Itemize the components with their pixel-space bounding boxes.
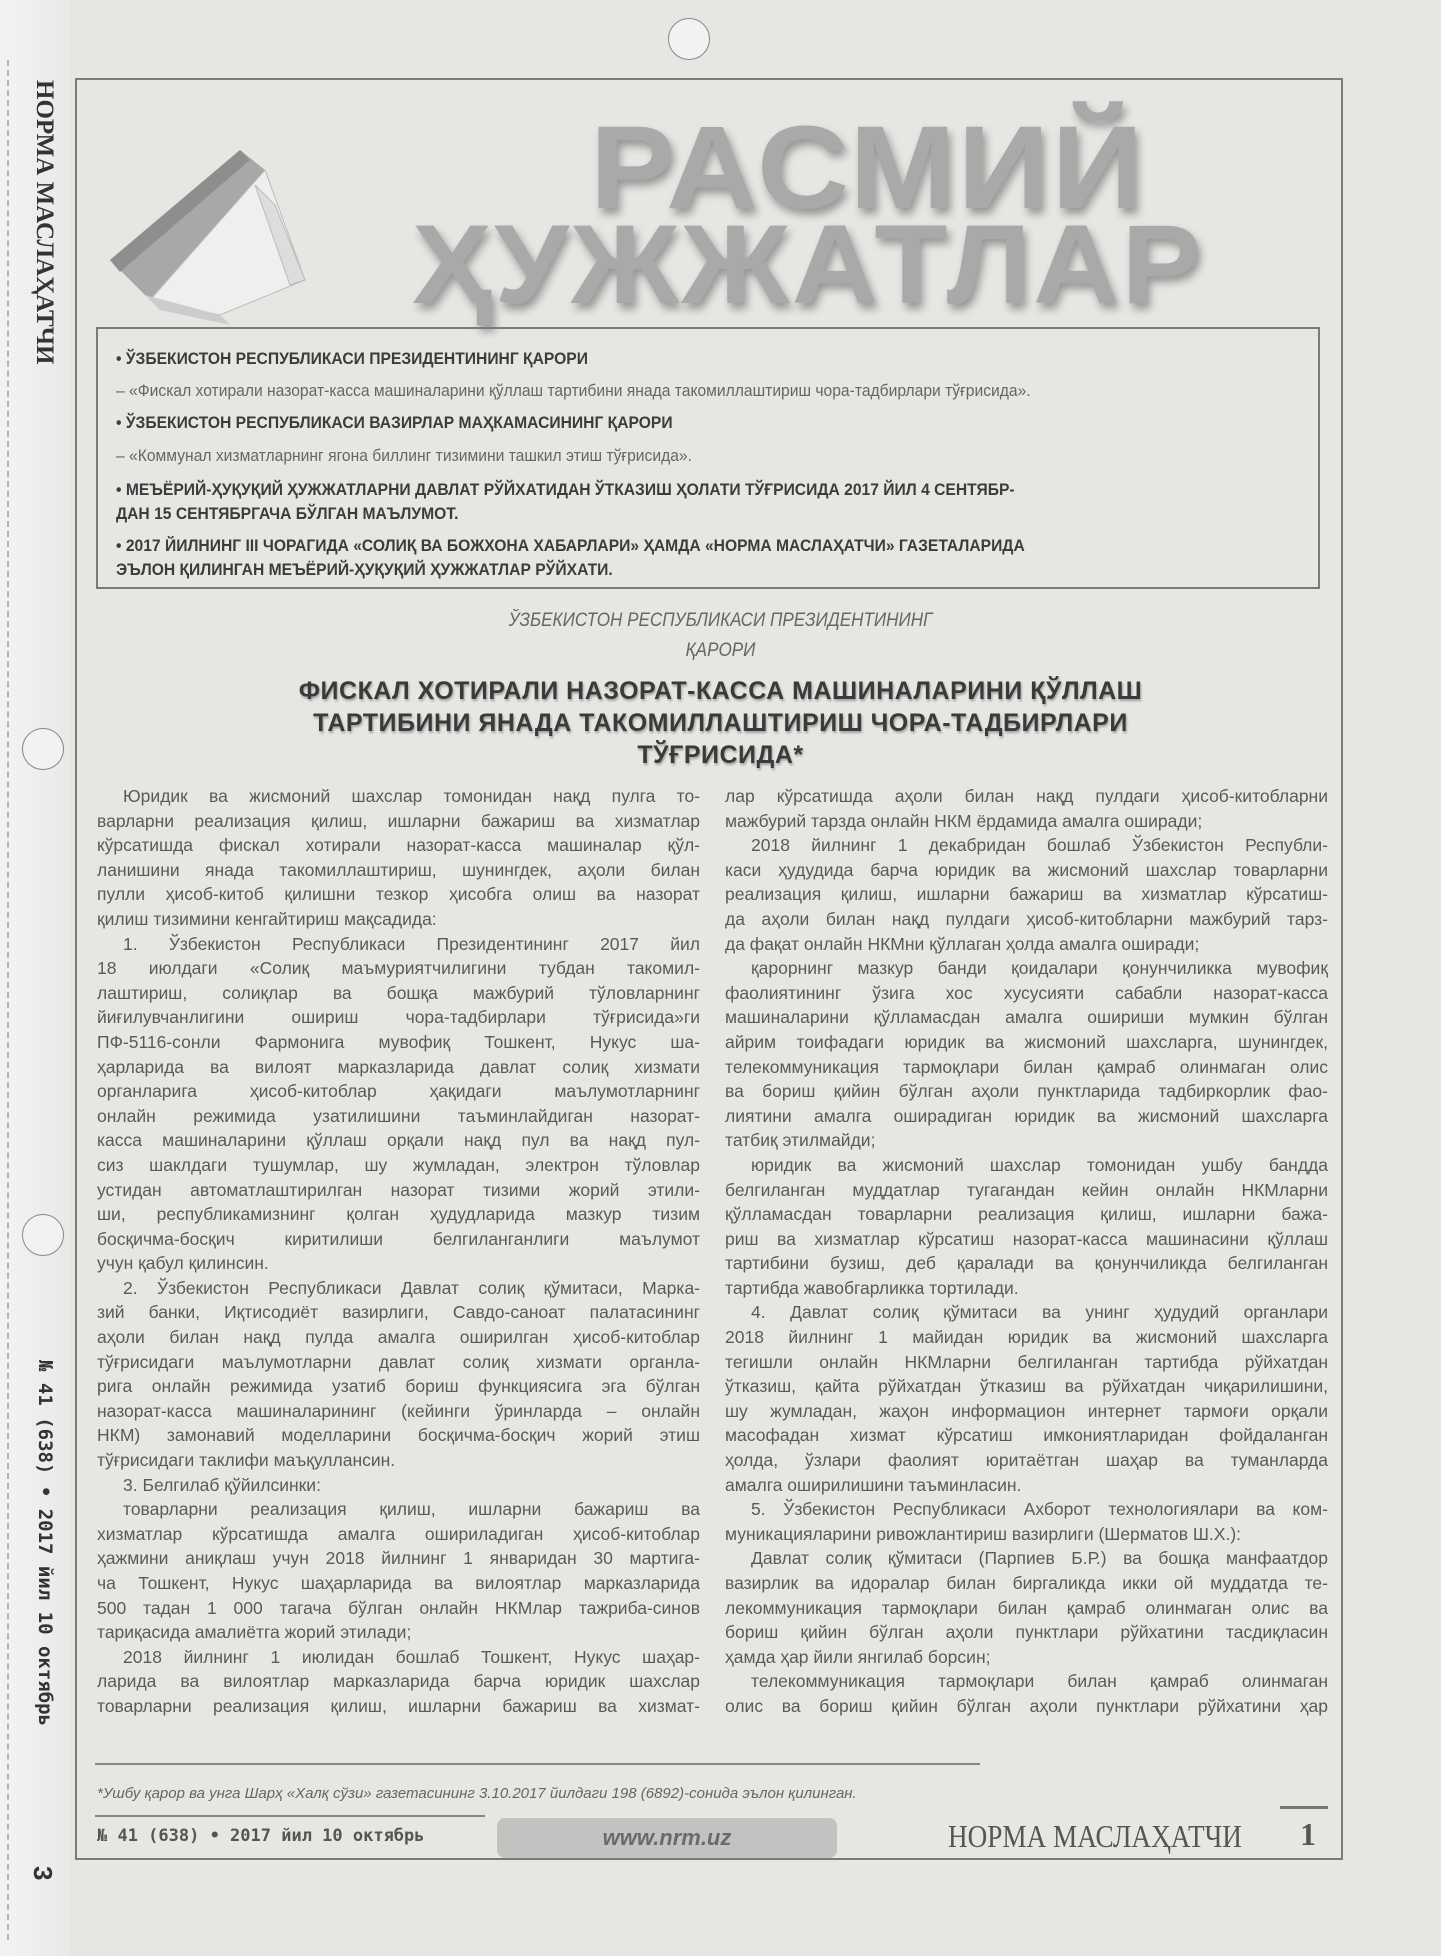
paragraph-line: онлайн режимида узатилишини таъминлайдиган назорат- xyxy=(97,1105,700,1126)
footer-website[interactable]: www.nrm.uz xyxy=(497,1818,837,1858)
paragraph-line: 5. Ўзбекистон Республикаси Ахборот технологиялари ва ком- xyxy=(751,1499,1328,1520)
paragraph-line: татбиқ этилмайди; xyxy=(725,1130,876,1151)
paragraph-line: кўрсатишда фискал хотирали назорат-касса машиналар қўл- xyxy=(97,835,700,856)
margin-page-number: 3 xyxy=(28,1866,58,1881)
paragraph-line: рига онлайн режимида узатиб бориш функциясига эга бўлган xyxy=(97,1376,700,1397)
contents-item: ДАН 15 СЕНТЯБРГАЧА БЎЛГАН МАЪЛУМОТ. xyxy=(116,504,459,523)
paragraph-line: лиятини амалга оширадиган юридик ва жисмоний шахсларга xyxy=(725,1105,1328,1126)
paragraph-line: Давлат солиқ қўмитаси (Парпиев Б.Р.) ва бошқа манфаатдор xyxy=(751,1548,1328,1569)
paragraph-line: ўтказиш, қайта рўйхатдан ўтказиш ва рўйхатдан чиқарилишини, xyxy=(725,1376,1328,1397)
paragraph-line: ПФ-5116-сонли Фармонига мувофиқ Тошкент, Нукус ша- xyxy=(97,1031,700,1052)
paragraph-line: тўғрисидаги маълумотларни давлат солиқ хизмати органла- xyxy=(97,1351,700,1372)
paragraph-line: пулли ҳисоб-китоб қилишни тезкор ҳисобга олиш ва назорат xyxy=(97,884,700,905)
paragraph-line: аҳоли билан нақд пулда амалга оширилган ҳисоб-китоблар xyxy=(97,1327,700,1348)
document-issuer: ЎЗБЕКИСТОН РЕСПУБЛИКАСИ ПРЕЗИДЕНТИНИНГ xyxy=(508,610,933,631)
paragraph-line: айрим тоифадаги юридик ва жисмоний шахсларга, шунингдек, xyxy=(725,1031,1328,1052)
paragraph-line: 2018 йилнинг 1 майидан юридик ва жисмоний шахсларга xyxy=(725,1327,1328,1348)
binder-hole xyxy=(668,18,710,60)
paragraph-line: масофадан хизмат кўрсатиш имкониятларидан фойдаланган xyxy=(725,1425,1328,1446)
section-title-line2: ҲУЖЖАТЛАР xyxy=(412,202,1204,327)
books-icon xyxy=(90,110,350,330)
footer-page-number: 1 xyxy=(1300,1816,1316,1852)
paragraph-line: олис ва бориш қийин бўлган аҳоли пунктлари рўйхатини ҳар xyxy=(725,1695,1328,1716)
paragraph-line: қарорнинг мазкур банди қоидалари қонунчиликка мувофиқ xyxy=(751,958,1328,979)
paragraph-line: лар кўрсатишда аҳоли билан нақд пулдаги ҳисоб-китобларни xyxy=(725,786,1328,806)
paragraph-line: муникацияларини ривожлантириш вазирлиги (Шерматов Ш.Х.): xyxy=(725,1523,1242,1544)
paragraph-line: машиналарини қўлламасдан амалга ошириши мумкин бўлган xyxy=(725,1007,1328,1028)
paragraph-line: ва бориш қийин бўлган аҳоли пунктларида тадбиркорлик фао- xyxy=(725,1081,1328,1102)
paragraph-line: ланишини янада такомиллаштириш, шунингдек, аҳоли билан xyxy=(97,859,700,880)
paragraph-line: 4. Давлат солиқ қўмитаси ва унинг ҳудудий органлари xyxy=(751,1302,1328,1323)
paragraph-line: 1. Ўзбекистон Республикаси Президентининг 2017 йил xyxy=(123,933,700,954)
paragraph-line: вазирлик ва идоралар билан биргаликда икки ой муддатда те- xyxy=(725,1573,1328,1593)
paragraph-line: каси ҳудудида барча юридик ва жисмоний шахслар товарларни xyxy=(725,859,1328,880)
paragraph-line: ҳолда, ўзлари фаолият юритаётган шаҳар ва туманларда xyxy=(725,1450,1328,1471)
footer-publication: НОРМА МАСЛАҲАТЧИ xyxy=(948,1818,1242,1854)
paragraph-line: да фақат онлайн НКМни қўллаган ҳолда амалга оширади; xyxy=(725,933,1200,954)
paragraph-line: бориш қийин бўлган аҳоли пунктлари рўйхатини тасдиқласин xyxy=(725,1622,1328,1643)
paragraph-line: шу жумладан, жаҳон информацион интернет тармоғи орқали xyxy=(725,1400,1328,1421)
margin-issue: № 41 (638) • 2017 йил 10 октябрь xyxy=(34,1360,56,1727)
document-type: ҚАРОРИ xyxy=(685,640,756,661)
footnote: *Ушбу қарор ва унга Шарҳ «Халқ сўзи» газетасининг 3.10.2017 йилдаги 198 (6892)-сонида эълон қилинган. xyxy=(97,1785,857,1802)
paragraph-line: НКМ) замонавий моделларини босқичма-босқич жорий этиш xyxy=(97,1425,700,1446)
paragraph-line: 3. Белгилаб қўйилсинки: xyxy=(123,1474,321,1495)
paragraph-line: телекоммуникация тармоқлари билан қамраб олинмаган олис xyxy=(725,1056,1328,1077)
paragraph-line: ҳажмини аниқлаш учун 2018 йилнинг 1 январидан 30 мартига- xyxy=(97,1548,700,1569)
contents-subitem: – «Коммунал хизматларнинг ягона биллинг тизимини ташкил этиш тўғрисида». xyxy=(116,446,692,465)
body-column-left xyxy=(97,784,700,1719)
paragraph-line: тартибини бузиш, деб қаралади ва қонунчиликда белгиланган xyxy=(725,1253,1328,1274)
footer-divider xyxy=(95,1815,485,1817)
paragraph-line: фаолиятининг ўзига хос хусусияти сабабли назорат-касса xyxy=(725,982,1328,1003)
paragraph-line: товарларни реализация қилиш, ишларни бажариш ва хизмат- xyxy=(97,1695,700,1716)
page-number-bar xyxy=(1280,1806,1328,1809)
paragraph-line: ши, республикамизнинг қолган ҳудудларида мазкур тизим xyxy=(97,1204,700,1225)
footnote-divider xyxy=(95,1763,980,1765)
paragraph-line: 2. Ўзбекистон Республикаси Давлат солиқ қўмитаси, Марка- xyxy=(123,1277,700,1298)
paragraph-line: 18 июлдаги «Солиқ маъмуриятчилигини тубдан такомил- xyxy=(97,958,700,979)
paragraph-line: касса машиналарини қўллаш орқали нақд пул ва нақд пул- xyxy=(97,1130,700,1151)
contents-subitem: – «Фискал хотирали назорат-касса машиналарини қўллаш тартибини янада такомиллаштириш чора-тадбирлари тўғрисида». xyxy=(116,381,1031,400)
paragraph-line: тариқасида амалиётга жорий этилади; xyxy=(97,1622,412,1643)
paragraph-line: сиз шаклдаги тушумлар, шу жумладан, электрон тўловлар xyxy=(97,1154,700,1175)
paragraph-line: тегишли онлайн НКМларни белгиланган тартибда рўйхатдан xyxy=(725,1351,1328,1372)
contents-item: • ЎЗБЕКИСТОН РЕСПУБЛИКАСИ ВАЗИРЛАР МАҲКАМАСИНИНГ ҚАРОРИ xyxy=(116,413,673,432)
paragraph-line: телекоммуникация тармоқлари билан қамраб олинмаган xyxy=(751,1671,1328,1692)
paragraph-line: риш ва хизматлар кўрсатиш назорат-касса машинасини қўллаш xyxy=(725,1228,1328,1249)
paragraph-line: тўғрисидаги таклифи маъқуллансин. xyxy=(97,1450,396,1471)
paragraph-line: устидан автоматлаштирилган назорат тизими жорий этили- xyxy=(97,1179,700,1200)
paragraph-line: йиғилувчанлигини ошириш чора-тадбирлари тўғрисида»ги xyxy=(97,1007,700,1028)
paragraph-line: лаштириш, солиқлар ва бошқа мажбурий тўловларнинг xyxy=(97,982,700,1003)
paragraph-line: учун қабул қилинсин. xyxy=(97,1253,269,1274)
paragraph-line: амалга оширилишини таъминласин. xyxy=(725,1474,1022,1495)
contents-item: • МЕЪЁРИЙ-ҲУҚУҚИЙ ҲУЖЖАТЛАРНИ ДАВЛАТ РЎЙХАТИДАН ЎТКАЗИШ ҲОЛАТИ ТЎҒРИСИДА 2017 ЙИЛ 4 СЕНТЯБР- xyxy=(116,480,1015,499)
paragraph-line: ҳарларида ва вилоят марказларида давлат солиқ хизмати xyxy=(97,1056,700,1077)
paragraph-line: 2018 йилнинг 1 декабридан бошлаб Ўзбекистон Республи- xyxy=(751,835,1328,856)
document-title-line: ФИСКАЛ ХОТИРАЛИ НАЗОРАТ-КАССА МАШИНАЛАРИНИ ҚЎЛЛАШ xyxy=(298,677,1143,705)
paragraph-line: мажбурий тарзда онлайн НКМ ёрдамида амалга оширади; xyxy=(725,810,1203,831)
paragraph-line: белгиланган муддатлар тугагандан кейин онлайн НКМларни xyxy=(725,1179,1328,1200)
paragraph-line: ҳамда ҳар йили янгилаб борсин; xyxy=(725,1646,991,1667)
paragraph-line: юридик ва жисмоний шахслар томонидан ушбу бандда xyxy=(751,1154,1328,1175)
paragraph-line: 2018 йилнинг 1 июлидан бошлаб Тошкент, Нукус шаҳар- xyxy=(123,1646,700,1667)
contents-item: ЭЪЛОН ҚИЛИНГАН МЕЪЁРИЙ-ҲУҚУҚИЙ ҲУЖЖАТЛАР РЎЙХАТИ. xyxy=(116,560,613,579)
document-title-line: ТЎҒРИСИДА* xyxy=(637,741,804,769)
paragraph-line: қўлламасдан товарларни реализация қилиш, ишларни бажа- xyxy=(725,1204,1328,1225)
margin-publication: НОРМА МАСЛАҲАТЧИ xyxy=(31,80,58,365)
paragraph-line: назорат-касса машиналарининг (кейинги ўринларда – онлайн xyxy=(97,1400,700,1421)
paragraph-line: реализация қилиш, ишларни бажариш ва хизматлар кўрсатиш- xyxy=(725,884,1328,905)
paragraph-line: да аҳоли билан нақд пулдаги ҳисоб-китобларни мажбурий тарз- xyxy=(725,908,1328,929)
paragraph-line: хизматлар кўрсатишда амалга ошириладиган ҳисоб-китоблар xyxy=(97,1523,700,1544)
paragraph-line: органларига ҳисоб-китоблар ҳақидаги маълумотларнинг xyxy=(97,1081,700,1102)
binder-hole xyxy=(22,1214,64,1256)
paragraph-line: варларни реализация қилиш, ишларни бажариш ва хизматлар xyxy=(97,810,700,831)
paragraph-line: Юридик ва жисмоний шахслар томонидан нақд пулга то- xyxy=(123,786,700,806)
paragraph-line: ларида ва вилоятлар марказларида барча юридик шахслар xyxy=(97,1671,700,1692)
paragraph-line: 500 тадан 1 000 тагача бўлган онлайн НКМлар тажриба-синов xyxy=(97,1597,700,1618)
document-title-line: ТАРТИБИНИ ЯНАДА ТАКОМИЛЛАШТИРИШ ЧОРА-ТАДБИРЛАРИ xyxy=(313,709,1128,737)
body-column-right xyxy=(725,784,1328,1719)
paragraph-line: босқичма-босқич киритилиши белгиланганлиги маълумот xyxy=(97,1228,700,1249)
contents-item: • 2017 ЙИЛНИНГ III ЧОРАГИДА «СОЛИҚ ВА БОЖХОНА ХАБАРЛАРИ» ҲАМДА «НОРМА МАСЛАҲАТЧИ» ГАЗЕТАЛАРИДА xyxy=(116,536,1025,555)
paragraph-line: лекоммуникация тармоқлари билан қамраб олинмаган олис ва xyxy=(725,1597,1328,1618)
paragraph-line: товарларни реализация қилиш, ишларни бажариш ва xyxy=(123,1499,700,1520)
perforation-line xyxy=(7,60,9,1940)
contents-box xyxy=(96,327,1320,589)
paragraph-line: ча Тошкент, Нукус шаҳарларида ва вилоятлар марказларида xyxy=(97,1573,700,1593)
paragraph-line: қилиш тизимини кенгайтириш мақсадида: xyxy=(97,908,437,929)
footer-issue: № 41 (638) • 2017 йил 10 октябрь xyxy=(97,1826,425,1846)
contents-item: • ЎЗБЕКИСТОН РЕСПУБЛИКАСИ ПРЕЗИДЕНТИНИНГ ҚАРОРИ xyxy=(116,349,588,368)
paragraph-line: зий банки, Иқтисодиёт вазирлиги, Савдо-саноат палатасининг xyxy=(97,1302,700,1323)
section-title-line1: РАСМИЙ xyxy=(590,102,1146,234)
paragraph-line: тартибда жавобгарликка тортилади. xyxy=(725,1277,1019,1298)
